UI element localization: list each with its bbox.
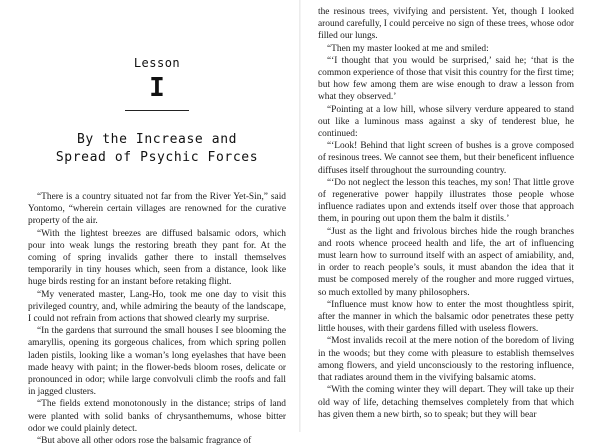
paragraph: “‘I thought that you would be surprised,’ said he; ‘that is the common experience of those that visit this country for the first time; but how few among them are wise enough to draw a lesson from what they observed.’ [318, 55, 574, 103]
lesson-numeral: I [149, 73, 165, 103]
paragraph: “But above all other odors rose the balsamic fragrance of [37, 436, 252, 447]
paragraph: “With the coming winter they will depart. They will take up their old way of life, detaching themselves completely from that which has given them a new birth, so to speak; but they will bear [318, 385, 574, 420]
paragraph: “Most invalids recoil at the mere notion of the boredom of living in the woods; but they come with pleasure to establish themselves among flowers, and yield unconsciously to the restoring influence, that radiates around them in the vivifying balsamic atoms. [318, 336, 574, 384]
paragraph: “There is a country situated not far from the River Yet-Sin,” said Yontomo, “wherein certain villages are renowned for the curative property of the air. [28, 192, 286, 227]
lesson-heading [28, 56, 286, 167]
right-body-text [318, 6, 574, 421]
page-gutter [299, 0, 301, 432]
heading-divider [125, 110, 189, 111]
lesson-label: Lesson [133, 56, 181, 70]
paragraph: “‘Do not neglect the lesson this teaches, my son! That little grove of regenerative power happily illustrates those people whose influence radiates upon and extends itself over those that approach them, in pouring out upon them the balm it distils.’ [318, 177, 574, 225]
left-page [28, 0, 286, 447]
left-body-text [28, 191, 286, 447]
paragraph: “Just as the light and frivolous birches hide the rough branches and roots whence proceed health and life, the art of influencing must learn how to surround itself with an aspect of amiability, and, in order to reach people’s souls, it must abandon the idea that it must be composed merely of the rougher and more rugged virtues, so much extolled by many philosophers. [318, 226, 574, 298]
paragraph: “In the gardens that surround the small houses I see blooming the amaryllis, opening its gorgeous chalices, from which spring pollen laden pistils, looking like a woman’s long eyelashes that have been made heavy with paint; in the flower-beds bloom roses, delicate or pronounced in odor; while large convolvuli climb the roofs and fall in jagged clusters. [28, 326, 286, 398]
chapter-title [28, 131, 286, 167]
paragraph: “With the lightest breezes are diffused balsamic odors, which pour into weak lungs the restoring breath they pant for. At the coming of spring invalids gather there to install themselves temporarily in tiny houses which, seen from a distance, look like huge birds resting for an instant before retaking flight. [28, 228, 286, 288]
paragraph: “Influence must know how to enter the most thoughtless spirit, after the manner in which the balsamic odor penetrates these petty little houses, with their gardens filled with useless flowers. [318, 299, 574, 335]
paragraph: “Pointing at a low hill, whose silvery verdure appeared to stand out like a luminous mass against a sky of tenderest blue, he continued: [318, 104, 574, 140]
paragraph: “My venerated master, Lang-Ho, took me one day to visit this privileged country, and, while admiring the beauty of the landscape, I could not refrain from actions that showed clearly my surprise. [28, 289, 286, 325]
paragraph: “‘Look! Behind that light screen of bushes is a grove composed of resinous trees. We cannot see them, but their beneficent influence diffuses itself throughout the surrounding country. [318, 141, 574, 176]
paragraph: “The fields extend monotonously in the distance; strips of land were planted with solid banks of chrysanthemums, whose bitter odor we could plainly detect. [28, 399, 286, 434]
paragraph: “Then my master looked at me and smiled: [327, 43, 489, 54]
continued-paragraph: the resinous trees, vivifying and persistent. Yet, though I looked around carefully, I could perceive no sign of these trees, whose odor filled our lungs. [318, 7, 574, 42]
chapter-title-line-2: Spread of Psychic Forces [55, 150, 259, 165]
right-page [318, 0, 574, 432]
chapter-title-line-1: By the Increase and [76, 132, 238, 147]
